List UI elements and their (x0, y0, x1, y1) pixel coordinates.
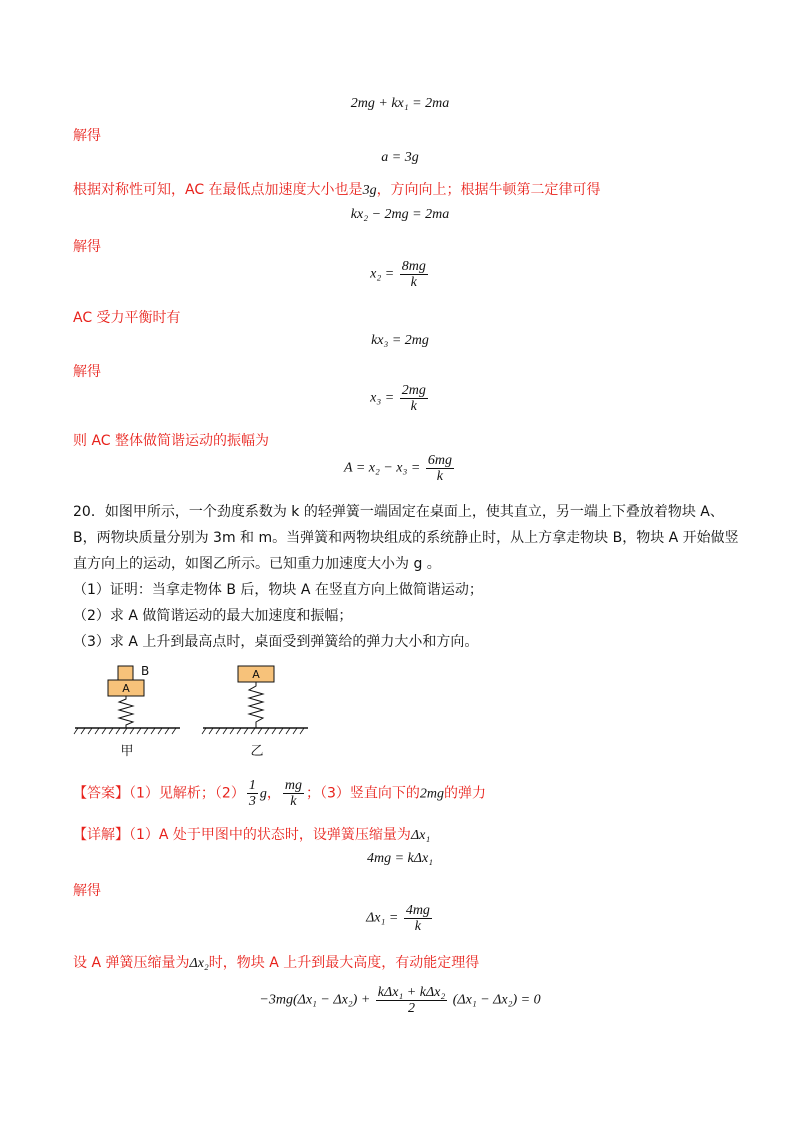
answer-frac-den: 3 (248, 794, 256, 809)
problem-stem-line-3: 直方向上的运动，如图乙所示。已知重力加速度大小为 g 。 (73, 556, 441, 572)
equation-4 (0, 259, 800, 290)
ground-hatch-jia (74, 728, 176, 734)
answer-fraction-third (247, 778, 258, 809)
equation-3: kx₂ − 2mg = 2ma (350, 207, 450, 222)
equation-1: 2mg + kx₁ = 2ma (350, 96, 450, 111)
spring-yi (249, 682, 263, 728)
eq9-den: k (414, 919, 421, 934)
detail-text-2-tail: 时，物块 A 上升到最大高度，有动能定理得 (208, 955, 480, 971)
jiede-label-4: 解得 (73, 883, 101, 899)
eq4-num: 8mg (401, 259, 426, 274)
detail-dx1: Δx₁ (410, 828, 431, 843)
balance-text: AC 受力平衡时有 (73, 310, 181, 326)
answer-frac-num: 1 (248, 778, 256, 793)
eq9-num: 4mg (405, 903, 430, 918)
equation-8: 4mg = kΔx₁ (366, 851, 434, 866)
eq7-den: k (436, 469, 444, 484)
eq10-fraction (376, 985, 447, 1016)
caption-yi: 乙 (250, 744, 264, 759)
ground-hatch-yi (202, 728, 304, 734)
question-3: （3）求 A 上升到最高点时，桌面受到弹簧给的弹力大小和方向。 (73, 634, 479, 650)
answer-force: 2mg (419, 786, 444, 802)
question-2: （2）求 A 做简谐运动的最大加速度和振幅； (73, 608, 353, 624)
eq7-num: 6mg (427, 453, 452, 468)
eq9-lhs: Δx₁ = (366, 910, 399, 926)
detail-line-1 (73, 824, 430, 844)
detail-text-1: （1）A 处于甲图中的状态时，设弹簧压缩量为 (129, 827, 411, 843)
equation-6 (0, 383, 800, 414)
label-a-jia: A (122, 682, 130, 695)
answer-amp-num: mg (284, 778, 302, 793)
symmetry-value: 3g (362, 183, 377, 198)
question-1: （1）证明：当拿走物体 B 后，物块 A 在竖直方向上做简谐运动； (73, 582, 483, 598)
answer-tail: 的弹力 (444, 785, 486, 802)
eq10-part-a: −3mg(Δx₁ − Δx₂) + (259, 992, 371, 1008)
jiede-label-2: 解得 (73, 239, 101, 255)
answer-part3: ；（3）竖直向下的 (305, 785, 420, 802)
eq6-den: k (410, 399, 417, 414)
answer-part1: （1）见解析；（2） (129, 785, 245, 802)
spring-figure (70, 660, 310, 770)
label-a-yi: A (252, 668, 260, 681)
equation-7 (0, 453, 800, 484)
eq9-fraction (404, 903, 432, 934)
spring-jia (119, 696, 133, 728)
amplitude-text: 则 AC 整体做简谐运动的振幅为 (73, 433, 270, 449)
eq4-lhs: x₂ = (370, 266, 395, 282)
symmetry-tail: ，方向向上；根据牛顿第二定律可得 (376, 182, 601, 198)
answer-fraction-amplitude (283, 778, 304, 809)
equation-2: a = 3g (381, 150, 419, 165)
answer-line (73, 778, 486, 809)
symmetry-text (73, 179, 601, 199)
detail-line-2 (73, 952, 479, 972)
eq4-fraction (400, 259, 428, 290)
eq7-fraction (426, 453, 454, 484)
figure-jia (74, 664, 180, 759)
figure-yi (202, 666, 308, 759)
equation-10 (0, 985, 800, 1016)
equation-9 (0, 903, 800, 934)
eq10-num: kΔx₁ + kΔx₂ (377, 985, 446, 1000)
problem-stem-line-2: B，两物块质量分别为 3m 和 m。当弹簧和两物块组成的系统静止时，从上方拿走物块 B，物块 A 开始做竖 (73, 530, 739, 546)
block-b (118, 666, 133, 680)
problem-stem-line-1: 20．如图甲所示，一个劲度系数为 k 的轻弹簧一端固定在桌面上，使其直立，另一端上下叠放着物块 A、 (73, 504, 724, 520)
jiede-label-3: 解得 (73, 364, 101, 380)
answer-tag: 【答案】 (73, 785, 129, 802)
eq10-part-b: (Δx₁ − Δx₂) = 0 (452, 992, 541, 1008)
eq6-lhs: x₃ = (370, 390, 395, 406)
symmetry-lead: 根据对称性可知，AC 在最低点加速度大小也是 (73, 182, 363, 198)
answer-g: g (259, 786, 267, 802)
jiede-label-1: 解得 (73, 128, 101, 144)
eq4-den: k (410, 275, 417, 290)
eq7-lhs: A = x₂ − x₃ = (344, 460, 421, 476)
detail-tag: 【详解】 (73, 827, 129, 843)
caption-jia: 甲 (120, 744, 134, 759)
eq6-num: 2mg (401, 383, 426, 398)
eq6-fraction (400, 383, 428, 414)
eq10-den: 2 (408, 1001, 416, 1016)
answer-sep: ， (266, 785, 281, 802)
detail-dx2: Δx₂ (189, 956, 209, 971)
detail-text-2: 设 A 弹簧压缩量为 (73, 955, 190, 971)
answer-amp-den: k (290, 794, 297, 809)
label-b: B (141, 664, 150, 678)
equation-5: kx₃ = 2mg (371, 333, 429, 348)
